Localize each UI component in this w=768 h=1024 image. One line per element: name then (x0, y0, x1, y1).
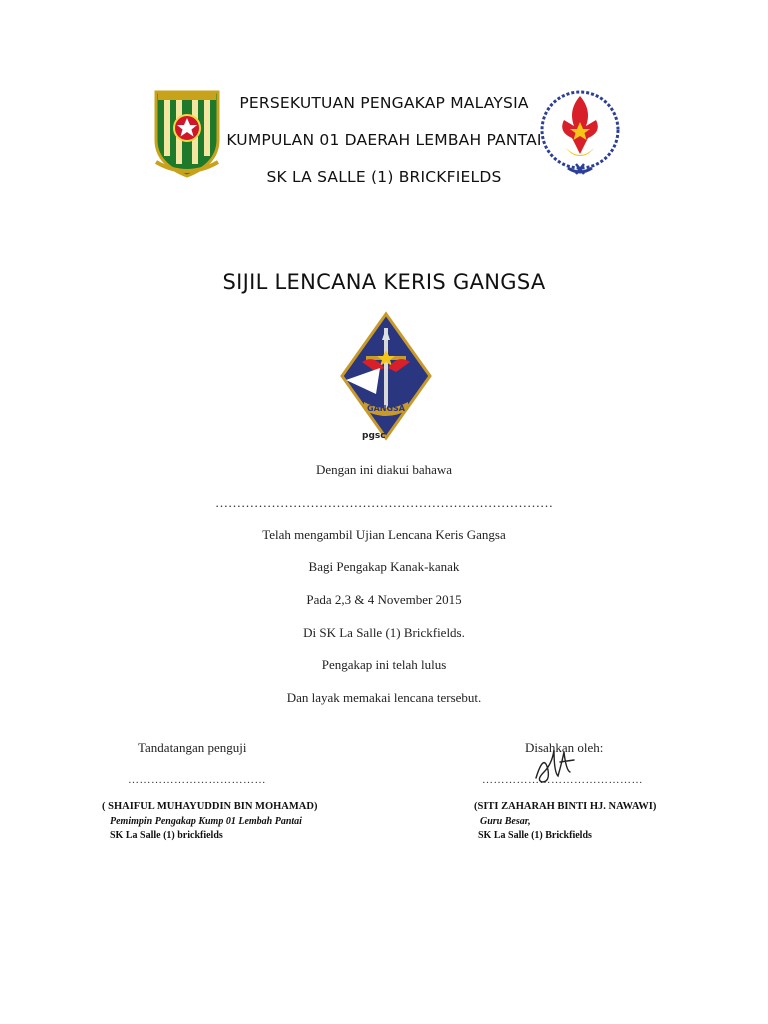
certified-intro: Dengan ini diakui bahawa (315, 462, 453, 477)
svg-text:pgsc: pgsc (362, 431, 386, 441)
date-statement: Pada 2,3 & 4 November 2015 (306, 592, 462, 607)
approver-organization: SK La Salle (1) Brickfields (478, 830, 592, 841)
group-name: KUMPULAN 01 DAERAH LEMBAH PANTAI (226, 131, 542, 149)
examiner-signature-label: Tandatangan penguji (138, 740, 247, 755)
certificate-title: SIJIL LENCANA KERIS GANGSA (222, 270, 546, 294)
examiner-organization: SK La Salle (1) brickfields (110, 830, 223, 841)
examiner-role: Pemimpin Pengakap Kump 01 Lembah Pantai (110, 816, 302, 827)
approver-name: (SITI ZAHARAH BINTI HJ. NAWAWI) (474, 801, 657, 812)
location-statement: Di SK La Salle (1) Brickfields. (303, 625, 465, 640)
svg-text:GANGSA: GANGSA (367, 404, 405, 413)
category-statement: Bagi Pengakap Kanak-kanak (308, 559, 460, 574)
name-blank-line: …………………………………………………………………… (215, 495, 553, 510)
approver-signature-line: …………………………………… (482, 774, 643, 786)
handwritten-signature (530, 742, 578, 788)
organization-name: PERSEKUTUAN PENGAKAP MALAYSIA (239, 94, 529, 112)
eligibility-statement: Dan layak memakai lencana tersebut. (286, 690, 482, 705)
school-name: SK LA SALLE (1) BRICKFIELDS (266, 168, 502, 186)
approver-role: Guru Besar, (480, 816, 531, 827)
test-statement: Telah mengambil Ujian Lencana Keris Gangsa (262, 527, 506, 542)
pass-statement: Pengakap ini telah lulus (321, 657, 447, 672)
keris-badge-image (336, 310, 436, 446)
approver-signature-label: Disahkan oleh: (525, 740, 604, 755)
examiner-name: ( SHAIFUL MUHAYUDDIN BIN MOHAMAD) (102, 801, 318, 812)
examiner-signature-line: ……………………………… (128, 774, 266, 786)
